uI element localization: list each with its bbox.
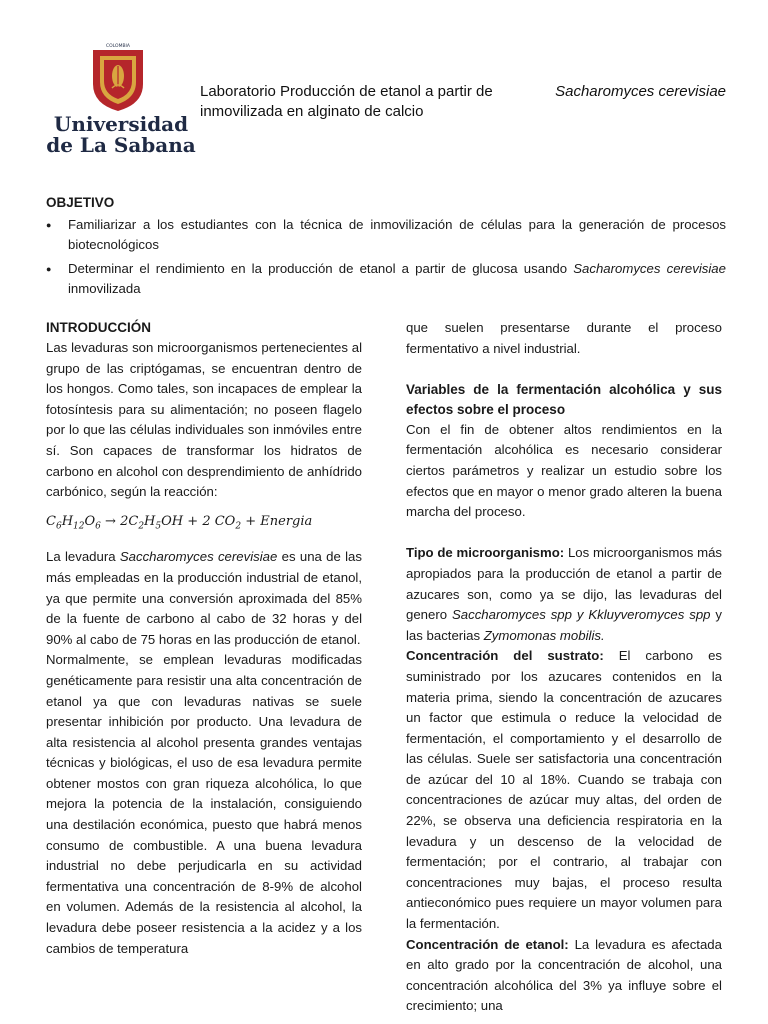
eq-plus-2: + [245, 513, 257, 529]
objective-item-1-text: Familiarizar a los estudiantes con la técnica de inmovilización de células para la generación de procesos biotecnológicos [68, 217, 726, 252]
ethanol-label: Concentración de etanol: [406, 936, 569, 952]
objective-item-2 [46, 259, 726, 299]
continued-text: que suelen presentarse durante el proceso fermentativo a nivel industrial. [406, 320, 722, 356]
objective-section [46, 193, 726, 299]
university-name [46, 114, 196, 156]
intro-paragraph-1: Las levaduras son microorganismos pertenecientes al grupo de las criptógamas, se encuentran dentro de los hongos. Como tales, son incapaces de emplear la fotosíntesis para su alimentación; no poseen flagelo por lo que las células individuales son inmóviles entre sí. Son capaces de transformar los hidratos de carbono en alcohol con desprendimiento de anhídrido carbónico, según la reacción: [46, 340, 362, 500]
university-shield-icon [90, 42, 146, 112]
intro-heading: INTRODUCCIÓN [46, 320, 151, 335]
substrate-text: El carbono es suministrado por los azucares contenidos en la materia prima, siendo la concentración de azucares un factor que estimula o reduce la velocidad de fermentación, el comportamiento y el desarrollo de las células. Suele ser satisfactoria una concentración de azúcar del 10 al 18%. Cuando se trabaja con concentraciones de azúcar muy altas, del orden de 22%, se observa una deficiencia respiratoria en la levadura y un descenso de la velocidad de fermentación; por el contrario, al trabajar con concentraciones muy bajas, el proceso resulta antieconómico pues requiere un mayor volumen para la fermentación. [406, 648, 722, 932]
eq-arrow: → [105, 513, 116, 529]
substrate-paragraph [406, 646, 722, 934]
logo-colombia-text: COLOMBIA [106, 44, 130, 49]
eq-coef-1: 2 [120, 513, 129, 529]
title-part-a: Laboratorio Producción de etanol a partir de [200, 83, 493, 100]
intro-p2-a: La levadura [46, 549, 116, 565]
eq-plus-1: + [187, 513, 199, 529]
variables-paragraph: Con el fin de obtener altos rendimientos en la fermentación alcohólica es necesario considerar ciertos parámetros y realizar un estudio sobre los efectos que en mayor o menor grado alteren la buena marcha del proceso. [406, 421, 722, 520]
microorganism-text-a: Los microorganismos más apropiados para la producción de etanol a partir de azucares son, como ya se dijo, las levaduras del genero [406, 545, 722, 623]
university-name-line1: Universidad [53, 112, 189, 136]
objective-item-2-species: Sacharomyces cerevisiae [573, 261, 726, 276]
eq-energy: Energia [260, 513, 313, 529]
microorganism-species-2: Zymomonas mobilis. [483, 627, 605, 643]
intro-paragraph-3: Normalmente, se emplean levaduras modificadas genéticamente para resistir una alta concentración de etanol ya que con levaduras nativas se suele presentar inhibición por producto. Una levadura de alta resistencia al alcohol presenta grandes ventajas técnicas y biológicas, el uso de esa levadura permite obtener mostos con gran riqueza alcohólica, lo que mejora la potencia de la instalación, consiguiendo una destilación económica, puesto que habrá menos consumo de combustible. A una buena levadura industrial no debe perjudicarla en su actividad fermentativa una concentración de 8-9% de alcohol en volumen. Además de la resistencia al alcohol, la levadura debe poseer resistencia a la acidez y a los cambios de temperatura [46, 652, 362, 956]
right-column [406, 318, 722, 1017]
intro-paragraph-2 [46, 547, 362, 650]
eq-coef-2: 2 [202, 513, 211, 529]
microorganism-text-b: y las bacterias [406, 607, 723, 643]
substrate-label: Concentración del sustrato: [406, 648, 604, 664]
left-column [46, 318, 362, 959]
objective-item-2-text-b: inmovilizada [68, 281, 141, 296]
intro-p2-species: Saccharomyces cerevisiae [119, 549, 278, 565]
ethanol-text: La levadura es afectada en alto grado por la concentración de alcohol, una concentración alcohólica del 3% ya influye sobre el crecimiento; una [406, 936, 722, 1014]
microorganism-paragraph [406, 543, 722, 646]
title-species: Sacharomyces cerevisiae [555, 83, 726, 100]
objective-heading: OBJETIVO [46, 195, 115, 210]
objective-item-2-text-a: Determinar el rendimiento en la producción de etanol a partir de glucosa usando [68, 261, 568, 276]
intro-p2-b: es una de las más empleadas en la producción industrial de etanol, ya que permite una conversión aproximada del 85% de la fuente de carbono al cabo de 32 horas y del 90% al cabo de 75 horas en las producción de etanol. [46, 549, 362, 647]
objective-item-1 [46, 215, 726, 255]
fermentation-equation: $C_6H_{12}O_6 \to 2C_2H_5OH + 2$ $CO_2$ + Energia [46, 513, 313, 532]
objective-list [46, 215, 726, 299]
document-title [200, 82, 726, 122]
university-name-line2: de La Sabana [46, 133, 196, 157]
microorganism-species-1: Saccharomyces spp y Kkluyveromyces spp [451, 607, 711, 623]
university-logo [46, 38, 196, 156]
microorganism-label: Tipo de microorganismo: [406, 545, 565, 561]
variables-heading: Variables de la fermentación alcohólica y sus efectos sobre el proceso [406, 381, 722, 417]
ethanol-paragraph [406, 935, 722, 1017]
title-part-b: inmovilizada en alginato de calcio [200, 103, 424, 120]
document-header [46, 38, 736, 158]
